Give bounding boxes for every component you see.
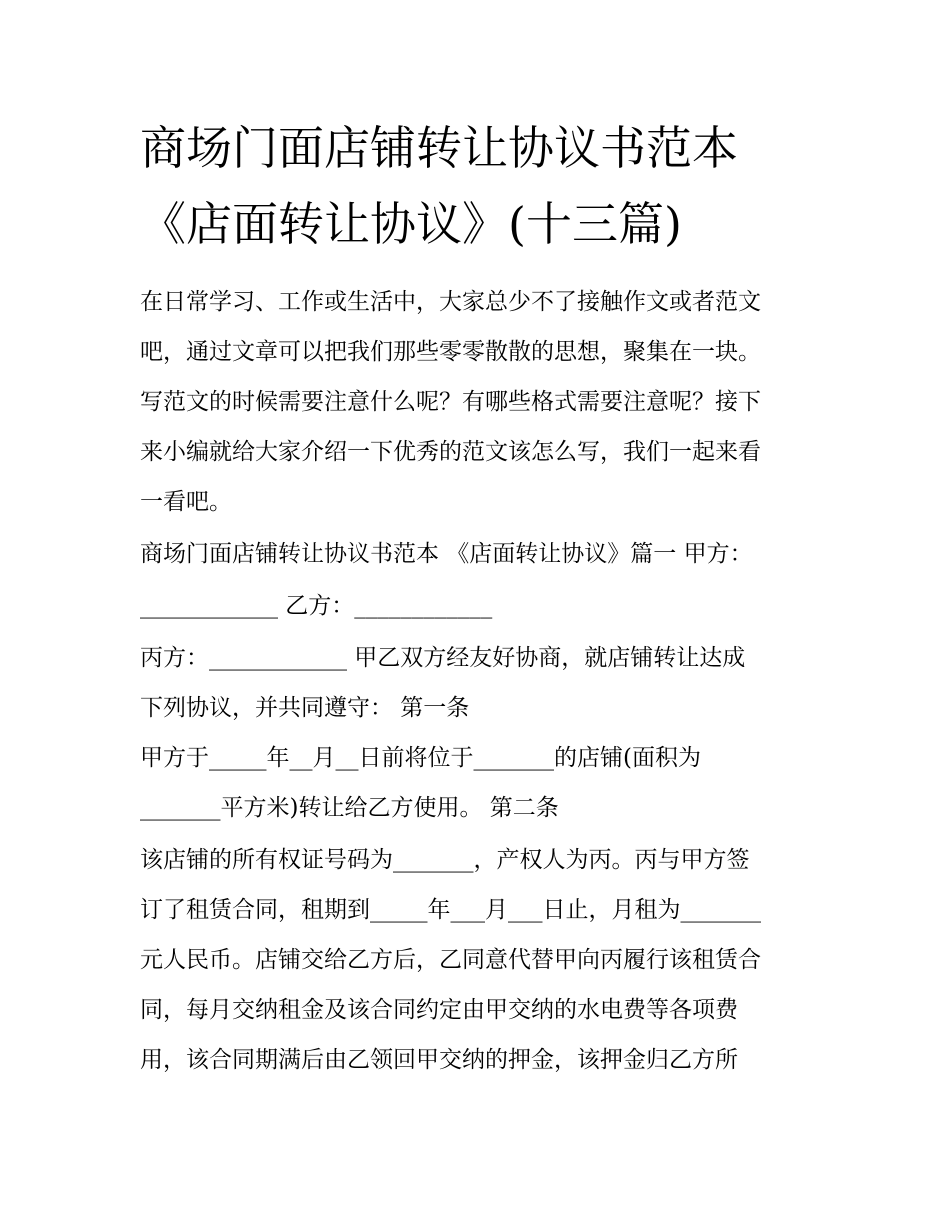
body-text-line: 同，每月交纳租金及该合同约定由甲交纳的水电费等各项费	[140, 997, 738, 1023]
body-text-line: 该店铺的所有权证号码为_______，产权人为丙。丙与甲方签	[140, 847, 750, 873]
party-blank-line: ____________ 乙方：____________	[140, 593, 493, 619]
body-text-line: 订了租赁合同，租期到_____年___月___日止，月租为_______	[140, 897, 761, 923]
body-text-line: 吧，通过文章可以把我们那些零零散散的思想，聚集在一块。	[140, 339, 761, 365]
body-text-line: 用，该合同期满后由乙领回甲交纳的押金，该押金归乙方所	[140, 1047, 738, 1073]
body-text-line: 一看吧。	[140, 489, 232, 515]
body-text-line: 写范文的时候需要注意什么呢？有哪些格式需要注意呢？接下	[140, 389, 761, 415]
body-text-line: 下列协议，并共同遵守： 第一条	[140, 695, 470, 721]
body-text-line: 丙方：____________ 甲乙双方经友好协商，就店铺转让达成	[140, 645, 746, 671]
body-text-line: _______平方米)转让给乙方使用。 第二条	[140, 795, 559, 821]
body-text-line: 元人民币。店铺交给乙方后，乙同意代替甲向丙履行该租赁合	[140, 947, 761, 973]
document-title-line-1: 商场门面店铺转让协议书范本	[140, 121, 738, 175]
section-heading-line: 商场门面店铺转让协议书范本 《店面转让协议》篇一 甲方：	[140, 541, 753, 567]
body-text-line: 甲方于_____年__月__日前将位于_______的店铺(面积为	[140, 745, 701, 771]
body-text-line: 来小编就给大家介绍一下优秀的范文该怎么写，我们一起来看	[140, 439, 761, 465]
document-title-line-2: 《店面转让协议》(十三篇)	[140, 197, 682, 251]
body-text-line: 在日常学习、工作或生活中，大家总少不了接触作文或者范文	[140, 289, 761, 315]
